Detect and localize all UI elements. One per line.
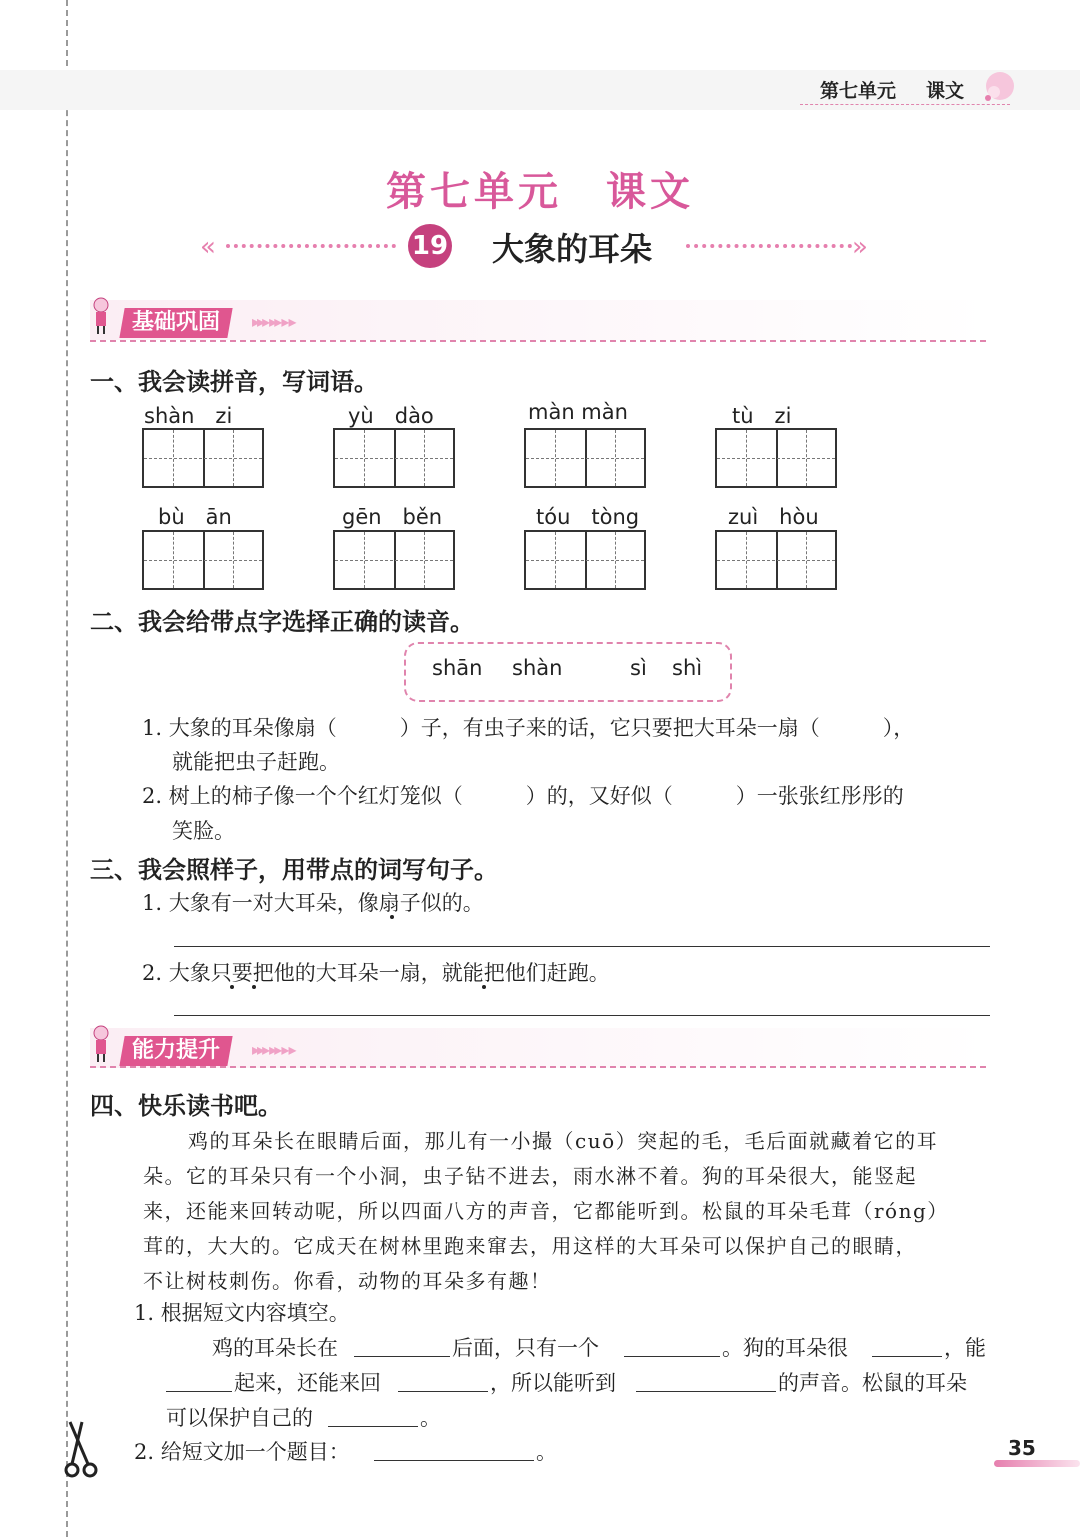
emphasis-dot (252, 985, 256, 989)
q2-item1-line2: 就能把虫子赶跑。 (172, 750, 340, 774)
fill-blank[interactable] (636, 1391, 776, 1392)
fill-text: 可以保护自己的 (166, 1406, 313, 1430)
q4-heading (90, 1086, 282, 1121)
pinyin-2: yù dào (348, 404, 434, 428)
lesson-number: 19 (408, 224, 452, 268)
passage-line-2: 朵。它的耳朵只有一个小洞，虫子钻不进去，雨水淋不着。狗的耳朵很大，能竖起 (143, 1164, 917, 1188)
title-blank[interactable] (374, 1460, 534, 1461)
header-category: 课文 (926, 80, 965, 102)
pinyin-4: tù zi (732, 404, 792, 428)
emphasis-dot (482, 985, 486, 989)
q3-text: 我会照样子，用带点的词写句子。 (138, 856, 498, 884)
q4-sub2-end: 。 (536, 1440, 557, 1464)
tianzige-box[interactable] (715, 428, 837, 488)
fill-blank[interactable] (398, 1391, 488, 1392)
tianzige-box[interactable] (524, 530, 646, 590)
scissors-icon (62, 1420, 102, 1480)
emphasis-dot (390, 915, 394, 919)
section-arrows-icon: ▸▸▸ ▸▸ ▸ ▸ (252, 1040, 294, 1059)
option-4: shì (672, 656, 703, 680)
left-dots (226, 244, 396, 248)
q2-item2-line1: 2. 树上的柿子像一个个红灯笼似（ ）的，又好似（ ）一张张红彤彤的 (142, 784, 904, 808)
section-divider (90, 340, 986, 342)
q3-num: 三、 (90, 856, 138, 884)
fill-text: 。狗的耳朵很 (722, 1336, 848, 1360)
tianzige-box[interactable] (142, 530, 264, 590)
answer-line-1[interactable] (174, 946, 990, 947)
pinyin-6: gēn běn (342, 505, 443, 529)
pinyin-3: màn màn (528, 400, 628, 424)
q2-heading (90, 602, 474, 637)
q4-num: 四、 (90, 1092, 138, 1120)
fill-text: 。 (420, 1406, 441, 1430)
passage-line-5: 不让树枝刺伤。你看，动物的耳朵多有趣！ (143, 1269, 552, 1293)
q3-item1: 1. 大象有一对大耳朵，像扇子似的。 (142, 891, 484, 915)
fill-text: ，能 (944, 1336, 986, 1360)
section-basic-label: 基础巩固 (132, 310, 221, 335)
q4-text: 快乐读书吧。 (138, 1092, 282, 1120)
pinyin-8: zuì hòu (728, 505, 819, 529)
q4-sub1-label: 1. 根据短文内容填空。 (134, 1301, 350, 1325)
fill-text: 鸡的耳朵长在 (212, 1336, 338, 1360)
header-unit: 第七单元 (820, 80, 897, 102)
flower-icon (978, 68, 1018, 108)
lesson-title-row (0, 222, 1080, 272)
fill-text: 起来，还能来回 (234, 1371, 381, 1395)
fill-blank[interactable] (872, 1356, 942, 1357)
right-chevron-icon: » (852, 232, 868, 262)
section-advanced-label: 能力提升 (132, 1038, 221, 1063)
fill-text: ，所以能听到 (490, 1371, 616, 1395)
girl-icon (88, 296, 114, 336)
tianzige-box[interactable] (524, 428, 646, 488)
emphasis-dot (230, 985, 234, 989)
tianzige-box[interactable] (142, 428, 264, 488)
q3-item2: 2. 大象只要把他的大耳朵一扇，就能把他们赶跑。 (142, 961, 610, 985)
fill-text: 后面，只有一个 (452, 1336, 599, 1360)
tianzige-box[interactable] (333, 428, 455, 488)
option-3: sì (630, 656, 647, 680)
tianzige-box[interactable] (333, 530, 455, 590)
passage-line-3: 来，还能来回转动呢，所以四面八方的声音，它都能听到。松鼠的耳朵毛茸（róng） (143, 1199, 949, 1223)
section-arrows-icon: ▸▸▸ ▸▸ ▸ ▸ (252, 312, 294, 331)
left-chevron-icon: « (200, 232, 216, 262)
section-advanced-tag (119, 1036, 232, 1066)
q1-text: 我会读拼音，写词语。 (138, 368, 378, 396)
fill-blank[interactable] (328, 1426, 418, 1427)
q2-item2-line2: 笑脸。 (172, 819, 235, 843)
fill-blank[interactable] (354, 1356, 450, 1357)
page-bar (994, 1460, 1080, 1467)
unit-title: 第七单元 课文 (386, 168, 694, 215)
q2-text: 我会给带点字选择正确的读音。 (138, 608, 474, 636)
passage-line-4: 茸的，大大的。它成天在树林里跑来窜去，用这样的大耳朵可以保护自己的眼睛， (143, 1234, 917, 1258)
q1-num: 一、 (90, 368, 138, 396)
q1-heading (90, 362, 378, 397)
tianzige-box[interactable] (715, 530, 837, 590)
right-dots (686, 244, 852, 248)
q2-num: 二、 (90, 608, 138, 636)
pinyin-5: bù ān (158, 505, 232, 529)
lesson-title: 大象的耳朵 (492, 230, 653, 268)
q2-item1-line1: 1. 大象的耳朵像扇（ ）子，有虫子来的话，它只要把大耳朵一扇（ ）， (142, 716, 915, 740)
pinyin-7: tóu tòng (536, 505, 640, 529)
section-divider (90, 1066, 986, 1068)
passage-line-1: 鸡的耳朵长在眼睛后面，那儿有一小撮（cuō）突起的毛，毛后面就藏着它的耳 (188, 1129, 939, 1153)
fill-blank[interactable] (624, 1356, 720, 1357)
option-2: shàn (512, 656, 563, 680)
answer-line-2[interactable] (174, 1015, 990, 1016)
page-number: 35 (1008, 1436, 1036, 1460)
fill-text: 的声音。松鼠的耳朵 (778, 1371, 967, 1395)
fill-blank[interactable] (166, 1391, 232, 1392)
option-1: shān (432, 656, 483, 680)
header-divider (800, 104, 1010, 105)
pinyin-1: shàn zi (144, 404, 233, 428)
q4-sub2-label: 2. 给短文加一个题目： (134, 1440, 350, 1464)
section-basic-tag (119, 308, 232, 338)
q3-heading (90, 850, 498, 885)
girl-icon (88, 1024, 114, 1064)
